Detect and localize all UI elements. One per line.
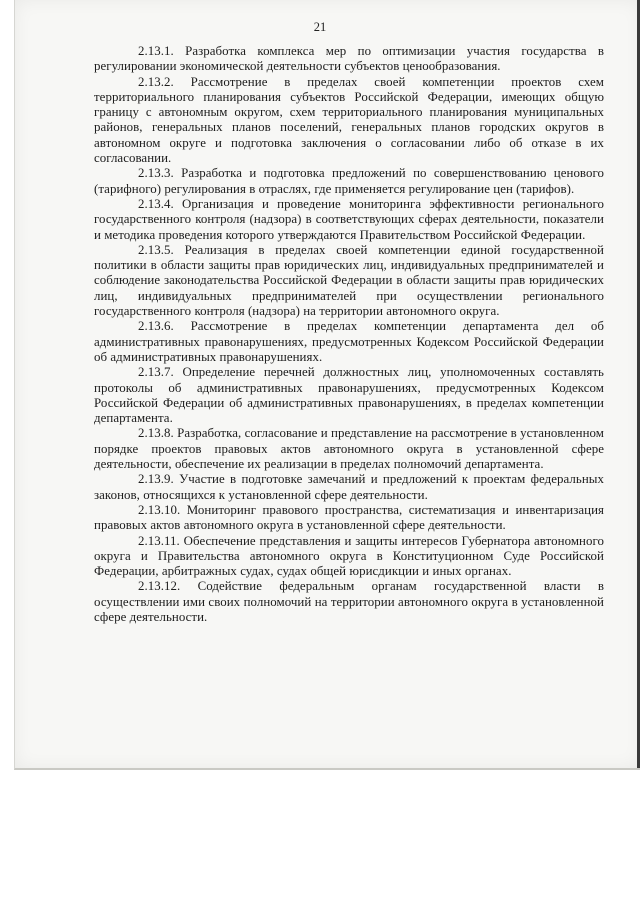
paragraph-2-13-10: 2.13.10. Мониторинг правового пространства, систематизация и инвентаризация правовых актов автономного округа в установленной сфере деятельности.	[94, 502, 604, 533]
page-number: 21	[313, 20, 327, 34]
paragraph-2-13-3: 2.13.3. Разработка и подготовка предложений по совершенствованию ценового (тарифного) регулирования в отраслях, где применяется регулирование цен (тарифов).	[94, 166, 604, 196]
paragraph-2-13-5: 2.13.5. Реализация в пределах своей компетенции единой государственной политики в области защиты прав юридических лиц, индивидуальных предпринимателей и соблюдение законодательства Российской Федерации в области защиты прав юридических лиц, индивидуальных предпринимателей при осуществлении регионального государственного контроля (надзора) на территории автономного округа.	[94, 242, 604, 319]
paragraph-2-13-12: 2.13.12. Содействие федеральным органам государственной власти в осуществлении ими своих полномочий на территории автономного округа в установленной сфере деятельности.	[94, 579, 604, 624]
paragraph-2-13-8: 2.13.8. Разработка, согласование и представление на рассмотрение в установленном порядке проектов правовых актов автономного округа в установленной сфере деятельности, обеспечение их реализации в пределах полномочий департамента.	[94, 426, 604, 472]
paragraph-2-13-9: 2.13.9. Участие в подготовке замечаний и предложений к проектам федеральных законов, относящихся к установленной сфере деятельности.	[94, 472, 604, 502]
paragraph-2-13-7: 2.13.7. Определение перечней должностных лиц, уполномоченных составлять протоколы об административных правонарушениях, предусмотренных Кодексом Российской Федерации об административных правонарушениях, в пределах компетенции департамента.	[94, 365, 604, 426]
document-body	[94, 44, 604, 625]
paragraph-2-13-4: 2.13.4. Организация и проведение мониторинга эффективности регионального государственного контроля (надзора) в соответствующих сферах деятельности, показатели и методика проведения которого утверждаются Правительством Российской Федерации.	[94, 196, 604, 242]
paragraph-2-13-6: 2.13.6. Рассмотрение в пределах компетенции департамента дел об административных правонарушениях, предусмотренных Кодексом Российской Федерации об административных правонарушениях.	[94, 319, 604, 364]
paragraph-2-13-11: 2.13.11. Обеспечение представления и защиты интересов Губернатора автономного округа и Правительства автономного округа в Конституционном Суде Российской Федерации, арбитражных судах, судах общей юрисдикции и иных органах.	[94, 533, 604, 579]
paragraph-2-13-1: 2.13.1. Разработка комплекса мер по оптимизации участия государства в регулировании экономической деятельности субъектов ценообразования.	[94, 44, 604, 74]
paragraph-2-13-2: 2.13.2. Рассмотрение в пределах своей компетенции проектов схем территориального планирования субъектов Российской Федерации, имеющих общую границу с автономным округом, схем территориального планирования муниципальных районов, генеральных планов поселений, генеральных планов городских округов в автономном округе и подготовка заключения о согласовании либо об отказе в их согласовании.	[94, 74, 604, 166]
